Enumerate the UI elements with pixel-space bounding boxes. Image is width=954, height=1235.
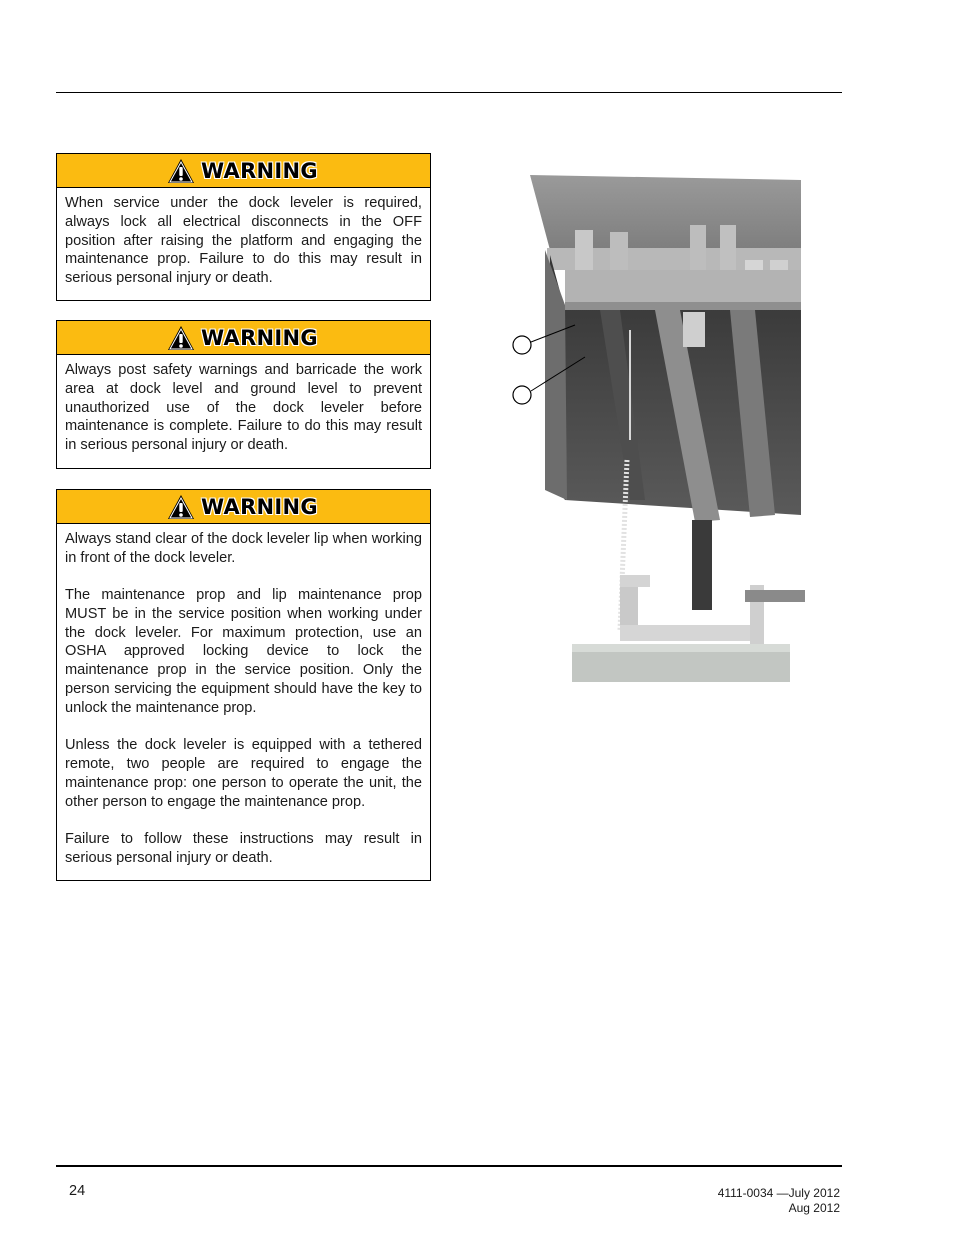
warning-triangle-icon <box>167 494 195 520</box>
warning-body <box>57 188 430 300</box>
footer-rule <box>56 1165 842 1167</box>
warning-title: WARNING <box>201 158 318 183</box>
dock-leveler-photo <box>505 170 805 690</box>
warning-title: WARNING <box>201 494 318 519</box>
warning-header <box>57 321 430 355</box>
warning-box-2 <box>56 320 431 469</box>
warning-box-3 <box>56 489 431 881</box>
warning-box-1 <box>56 153 431 301</box>
warning-text: Failure to follow these instructions may result in serious personal injury or death. <box>65 830 422 866</box>
document-revision: Aug 2012 <box>788 1201 840 1215</box>
warning-body <box>57 355 430 467</box>
warning-text: When service under the dock leveler is required, always lock all electrical disconnects in the OFF position after raising the platform and engaging the maintenance prop. Failure to do this may result in serious personal injury or death. <box>65 195 422 287</box>
warning-text: The maintenance prop and lip maintenance prop MUST be in the service position when working under the dock leveler. For maximum protection, use an OSHA approved locking device to lock the maintenance prop in the service position. Only the person servicing the equipment should have the key to unlock the maintenance prop. <box>65 587 422 716</box>
warning-body <box>57 524 430 879</box>
warning-text: Unless the dock leveler is equipped with a tethered remote, two people are required to engage the maintenance prop: one person to operate the unit, the other person to engage the maintenance prop. <box>65 737 422 810</box>
warning-text: Always post safety warnings and barricade the work area at dock level and ground level to prevent unauthorized use of the dock leveler before maintenance is complete. Failure to do this may result in serious personal injury or death. <box>65 362 422 454</box>
page-number: 24 <box>69 1183 86 1199</box>
warning-text: Always stand clear of the dock leveler lip when working in front of the dock leveler. <box>65 531 422 566</box>
warning-header <box>57 490 430 524</box>
header-rule <box>56 92 842 93</box>
warning-title: WARNING <box>201 325 318 350</box>
warning-header <box>57 154 430 188</box>
document-info <box>718 1186 840 1216</box>
document-number: 4111-0034 —July 2012 <box>717 1186 840 1200</box>
warning-triangle-icon <box>167 158 195 184</box>
warning-triangle-icon <box>167 325 195 351</box>
